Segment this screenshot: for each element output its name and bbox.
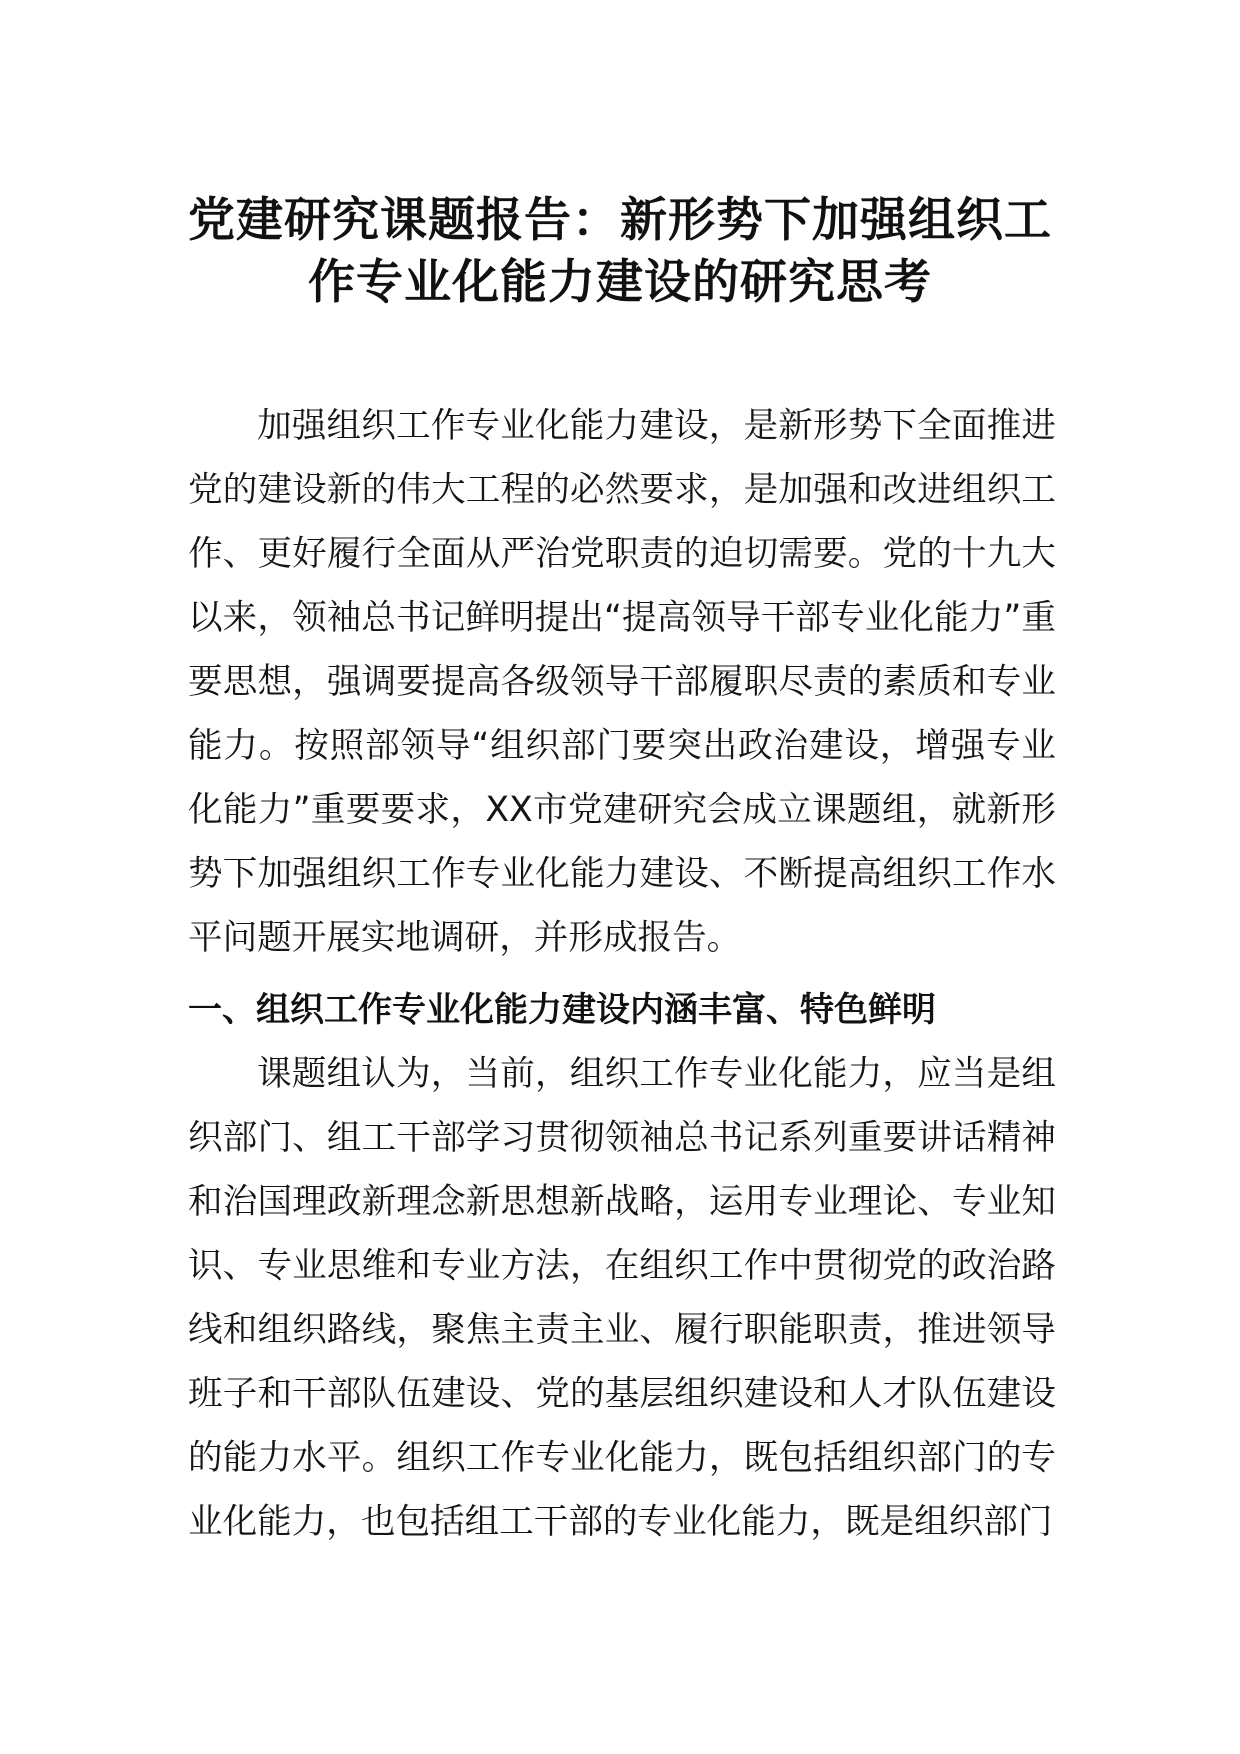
section-paragraph-block xyxy=(188,1042,1056,1554)
intro-paragraph-block xyxy=(188,394,1056,970)
title-line-2: 作专业化能力建设的研究思考 xyxy=(308,255,932,310)
document-title xyxy=(150,190,1090,314)
section-paragraph: 课题组认为，当前，组织工作专业化能力，应当是组织部门、组工干部学习贯彻领袖总书记系列重要讲话精神和治国理政新理念新思想新战略，运用专业理论、专业知识、专业思维和专业方法，在组织工作中贯彻党的政治路线和组织路线，聚焦主责主业、履行职能职责，推进领导班子和干部队伍建设、党的基层组织建设和人才队伍建设的能力水平。组织工作专业化能力，既包括组织部门的专业化能力，也包括组工干部的专业化能力，既是组织部门 xyxy=(188,1054,1056,1542)
intro-paragraph: 加强组织工作专业化能力建设，是新形势下全面推进党的建设新的伟大工程的必然要求，是加强和改进组织工作、更好履行全面从严治党职责的迫切需要。党的十九大以来，领袖总书记鲜明提出“提高领导干部专业化能力”重要思想，强调要提高各级领导干部履职尽责的素质和专业能力。按照部领导“组织部门要突出政治建设，增强专业化能力”重要要求，XX市党建研究会成立课题组，就新形势下加强组织工作专业化能力建设、不断提高组织工作水平问题开展实地调研，并形成报告。 xyxy=(188,406,1056,958)
section-heading: 一、组织工作专业化能力建设内涵丰富、特色鲜明 xyxy=(188,990,936,1030)
title-line-1: 党建研究课题报告：新形势下加强组织工 xyxy=(188,193,1052,248)
